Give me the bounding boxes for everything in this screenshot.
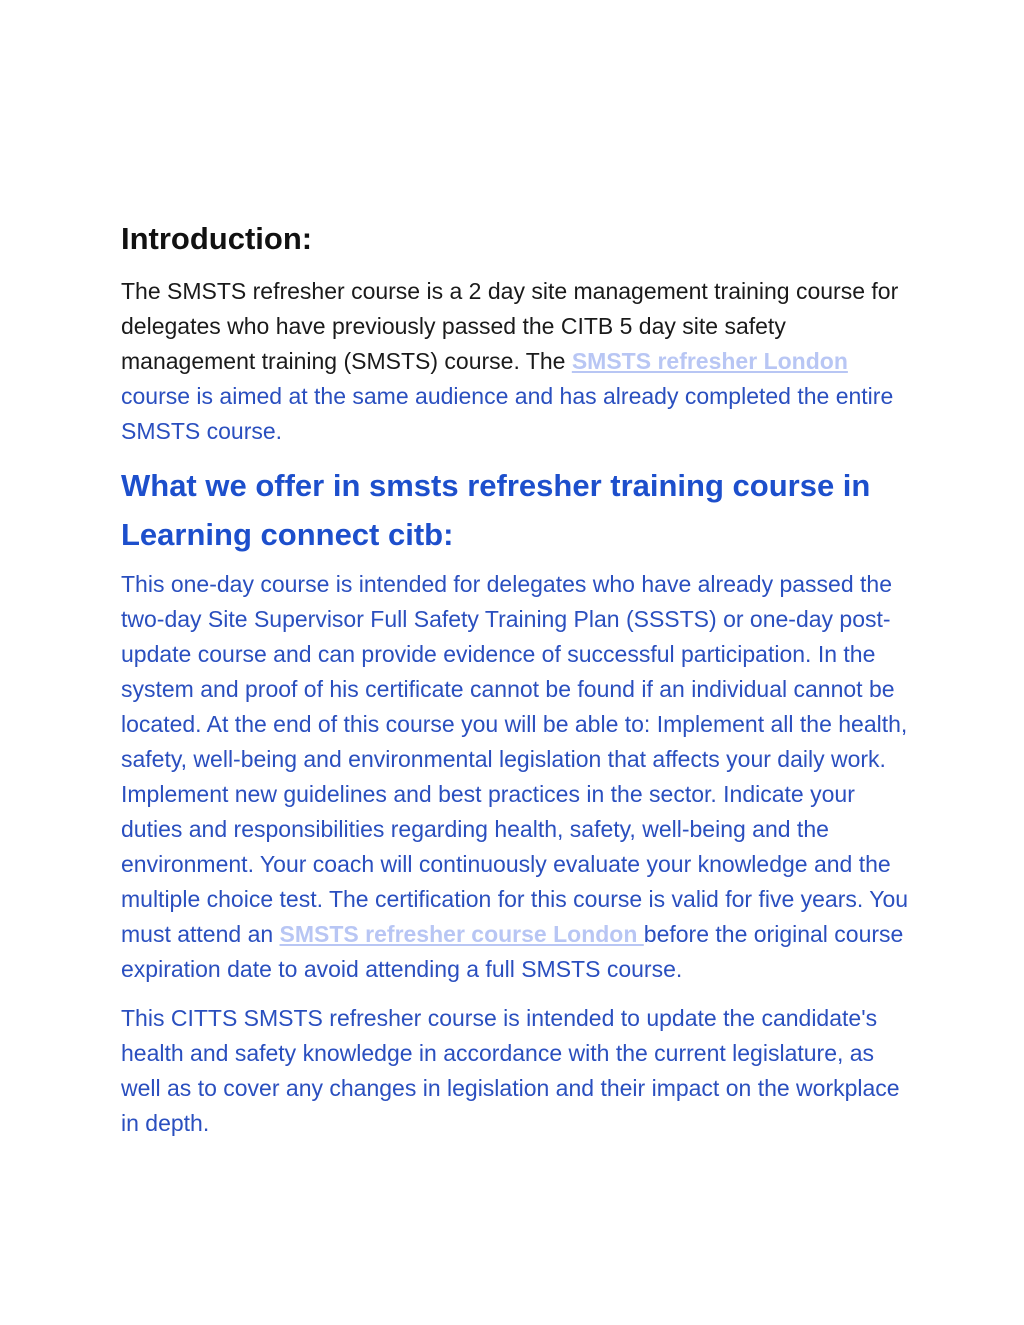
document-page [121,218,911,1141]
offer-text-continued: before the original course expiration date to avoid attending a full SMSTS course. [121,921,904,982]
smsts-refresher-course-london-link[interactable]: SMSTS refresher course London [279,921,644,947]
offer-text: This one-day course is intended for delegates who have already passed the two-day Site Supervisor Full Safety Training Plan (SSSTS) or one-day post-update course and can provide evidence of successful participation. In the system and proof of his certificate cannot be found if an individual cannot be located. At the end of this course you will be able to: Implement all the health, safety, well-being and environmental legislation that affects your daily work. Implement new guidelines and best practices in the sector. Indicate your duties and responsibilities regarding health, safety, well-being and the environment. Your coach will continuously evaluate your knowledge and the multiple choice test. The certification for this course is valid for five years. You must attend an [121,571,909,947]
offer-paragraph [121,567,911,987]
introduction-text-continued: course is aimed at the same audience and has already completed the entire SMSTS course. [121,383,894,444]
introduction-text: The SMSTS refresher course is a 2 day site management training course for delegates who have previously passed the CITB 5 day site safety management training (SMSTS) course. The [121,278,899,374]
citts-paragraph: This CITTS SMSTS refresher course is intended to update the candidate's health and safety knowledge in accordance with the current legislature, as well as to cover any changes in legislation and their impact on the workplace in depth. [121,1005,900,1136]
introduction-heading: Introduction: [121,221,313,256]
introduction-paragraph [121,274,911,449]
offer-heading: What we offer in smsts refresher training course in Learning connect citb: [121,468,871,552]
smsts-refresher-london-link[interactable]: SMSTS refresher London [571,348,848,374]
